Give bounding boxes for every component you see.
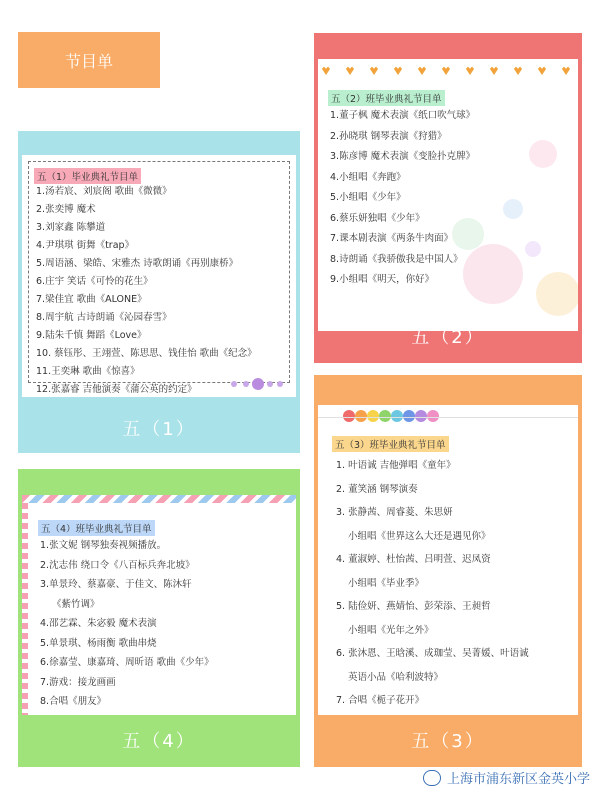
program-heading: 五（4）班毕业典礼节目单: [38, 520, 155, 536]
striped-border-top: [22, 495, 296, 503]
program-item: 2.沈志伟 绕口令《八百标兵奔北坡》: [40, 559, 195, 571]
program-item: 6.蔡乐妍独唱《少年》: [330, 212, 425, 224]
program-item: 3.陈彦博 魔术表演《变脸扑克牌》: [330, 151, 476, 162]
card-class-5-4: [18, 469, 300, 767]
program-item: 《紫竹调》: [52, 598, 100, 610]
program-item: 7.梁佳宜 歌曲《ALONE》: [36, 294, 147, 305]
program-item: 9.陆朱千慎 舞蹈《Love》: [36, 330, 147, 341]
program-item: 4.邵艺霖、朱宓毅 魔术表演: [40, 618, 157, 629]
program-item: 11.王奕琳 歌曲《惊喜》: [36, 366, 140, 377]
program-item: 小组唱《世界这么大还是遇见你》: [348, 530, 491, 542]
program-item: 7. 合唱《栀子花开》: [336, 695, 425, 706]
card-class-5-2: [314, 33, 582, 363]
program-sheet-5-4: [22, 495, 296, 715]
program-sheet-5-3: [318, 405, 578, 715]
program-item: 英语小品《哈利波特》: [348, 671, 444, 683]
program-list: [40, 537, 296, 713]
program-item: 6.庄宇 笑话《可怜的花生》: [36, 276, 153, 287]
program-item: 3. 张静茜、周睿菱、朱思妍: [336, 507, 453, 518]
wechat-icon: [423, 770, 441, 786]
card-class-5-1: [18, 131, 300, 453]
header-title: 节目单: [64, 51, 113, 71]
program-item: 2.孙晓琪 钢琴表演《狩猎》: [330, 130, 447, 142]
program-item: 6. 张沐恩、王晗溪、成珈莹、吴菁媛、叶语诚: [336, 648, 529, 659]
card-caption: 五（4）: [122, 731, 196, 752]
program-item: 5.单景琪、杨雨衡 歌曲串烧: [40, 637, 157, 649]
program-heading: 五（2）班毕业典礼节目单: [328, 90, 445, 106]
program-item: 5.周语涵、梁皓、宋雅杰 诗歌朗诵《再别康桥》: [36, 258, 239, 269]
top-divider: [318, 417, 578, 418]
program-item: 7.课本剧表演《两条牛肉面》: [330, 233, 454, 244]
program-item: 2.张奕博 魔术: [36, 204, 96, 215]
program-item: 5. 陆俭妍、燕婧怡、彭荣添、王昶哲: [336, 601, 491, 612]
card-caption: 五（1）: [122, 419, 196, 440]
program-item: 8.周宇航 古诗朗诵《沁园春雪》: [36, 312, 172, 323]
candy-decoration-icon: [226, 377, 286, 391]
program-item: 1.汤若宸、刘宸阁 歌曲《微微》: [36, 186, 172, 197]
program-heading: 五（1）毕业典礼节目单: [34, 168, 141, 184]
program-item: 1.张文妮 钢琴独奏视频播放。: [40, 540, 167, 551]
program-sheet-5-1: [22, 155, 296, 397]
program-sheet-5-2: [318, 59, 578, 331]
program-list: [330, 107, 578, 292]
program-list: [336, 457, 578, 715]
program-item: 12.张嘉睿 吉他演奏《蒲公英的约定》: [36, 384, 197, 395]
program-item: 4. 董淑婷、杜怡茜、吕明萱、迟凤资: [336, 554, 491, 565]
header-title-badge: [18, 32, 160, 88]
program-item: 8.合唱《朋友》: [40, 696, 107, 707]
program-item: 4.尹琪琪 街舞《trap》: [36, 240, 135, 251]
left-accent-strip: [22, 503, 28, 715]
program-item: 7.游戏：接龙画画: [40, 676, 116, 688]
program-item: 9.小组唱《明天，你好》: [330, 274, 435, 285]
rainbow-dots-decoration-icon: [342, 409, 442, 423]
watermark: [423, 768, 590, 787]
program-item: 5.小组唱《少年》: [330, 192, 406, 203]
program-item: 6.徐嘉莹、康嘉琦、周昕语 歌曲《少年》: [40, 657, 214, 668]
program-item: 小组唱《光年之外》: [348, 624, 434, 636]
program-item: 2. 董笑涵 钢琴演奏: [336, 483, 418, 495]
program-list: [36, 183, 296, 397]
card-caption: 五（2）: [411, 327, 485, 348]
program-item: 1.董子枫 魔术表演《纸口吹气球》: [330, 110, 476, 121]
program-item: 小组唱《毕业季》: [348, 577, 425, 589]
card-caption: 五（3）: [411, 731, 485, 752]
program-item: 1. 叶语诚 吉他弹唱《童年》: [336, 460, 456, 471]
program-item: 3.单景玲、蔡嘉豪、于佳文、陈沐轩: [40, 579, 192, 590]
watermark-text: 上海市浦东新区金英小学: [446, 772, 590, 787]
program-heading: 五（3）班毕业典礼节目单: [332, 436, 449, 452]
card-class-5-3: [314, 375, 582, 767]
program-item: 8.诗朗诵《我骄傲我是中国人》: [330, 253, 463, 265]
program-item: 10. 蔡钰彤、王翊萱、陈思思、钱佳怡 歌曲《纪念》: [36, 348, 257, 359]
program-item: 3.刘家鑫 陈攀道: [36, 222, 106, 233]
program-item: 4.小组唱《奔跑》: [330, 171, 406, 183]
